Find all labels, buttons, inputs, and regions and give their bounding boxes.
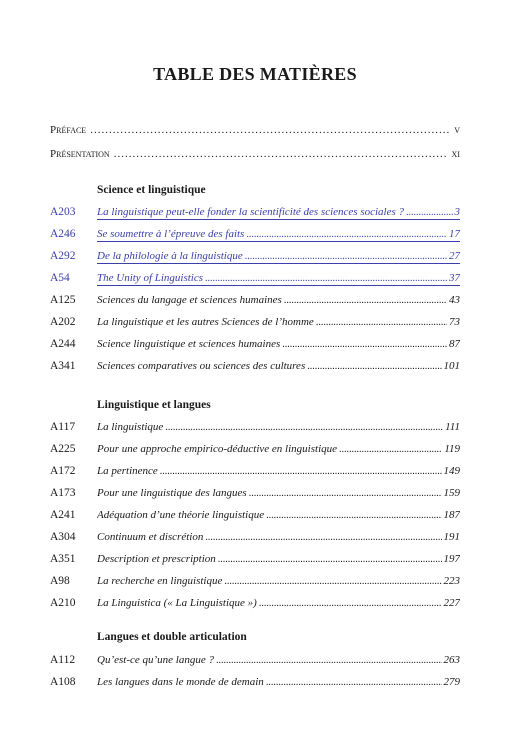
toc-leader-dots bbox=[259, 598, 442, 609]
toc-entry-code: A108 bbox=[50, 676, 76, 688]
toc-entry-code: A341 bbox=[50, 360, 76, 372]
toc-entry-link[interactable] bbox=[97, 250, 460, 264]
toc-page-number: 191 bbox=[443, 531, 460, 543]
toc-entry-code: A54 bbox=[50, 272, 70, 284]
toc-entry-code: A351 bbox=[50, 553, 76, 565]
toc-entry-a304[interactable] bbox=[50, 531, 460, 547]
toc-entry-code: A304 bbox=[50, 531, 76, 543]
toc-entry-a246[interactable] bbox=[50, 228, 460, 244]
toc-entry-code: A202 bbox=[50, 316, 76, 328]
toc-leader-dots bbox=[406, 207, 452, 218]
toc-entry-a341[interactable] bbox=[50, 360, 460, 376]
toc-front-presentation[interactable] bbox=[50, 148, 460, 164]
toc-entry-title: De la philologie à la linguistique bbox=[97, 250, 243, 262]
toc-entry-code: A117 bbox=[50, 421, 76, 433]
toc-leader-dots bbox=[218, 554, 442, 565]
toc-entry-title: La pertinence bbox=[97, 465, 158, 477]
toc-entry-a125[interactable] bbox=[50, 294, 460, 310]
toc-leader-dots bbox=[90, 124, 450, 136]
toc-entry-code: A172 bbox=[50, 465, 76, 477]
toc-entry-code: A292 bbox=[50, 250, 76, 262]
toc-entry-link[interactable] bbox=[97, 272, 460, 286]
toc-entry-title: Science linguistique et sciences humaines bbox=[97, 338, 281, 350]
toc-page-number: 101 bbox=[443, 360, 460, 372]
toc-leader-dots bbox=[282, 339, 447, 350]
section-title-langues-et-double-articulation: Langues et double articulation bbox=[97, 631, 247, 643]
toc-entry-code: A225 bbox=[50, 443, 76, 455]
toc-leader-dots bbox=[114, 148, 448, 160]
toc-entry-title: The Unity of Linguistics bbox=[97, 272, 204, 284]
toc-leader-dots bbox=[245, 251, 447, 262]
toc-entry-title: La linguistique bbox=[97, 421, 164, 433]
page-title: TABLE DES MATIÈRES bbox=[153, 64, 357, 84]
toc-entry-a244[interactable] bbox=[50, 338, 460, 354]
toc-entry-code: A98 bbox=[50, 575, 70, 587]
toc-page-number: 223 bbox=[443, 575, 460, 587]
toc-entry-a241[interactable] bbox=[50, 509, 460, 525]
toc-page-number: 17 bbox=[449, 228, 460, 240]
toc-entry-code: A173 bbox=[50, 487, 76, 499]
toc-page-number: 43 bbox=[449, 294, 460, 306]
toc-leader-dots bbox=[205, 532, 441, 543]
toc-entry-title: Se soumettre à l’épreuve des faits bbox=[97, 228, 245, 240]
toc-entry-a203[interactable] bbox=[50, 206, 460, 222]
toc-leader-dots bbox=[339, 444, 442, 455]
toc-leader-dots bbox=[316, 317, 447, 328]
toc-entry-title: Qu’est-ce qu’une langue ? bbox=[97, 654, 214, 666]
toc-page-number: 3 bbox=[454, 206, 460, 218]
toc-page-number: 27 bbox=[449, 250, 460, 262]
toc-entry-a351[interactable] bbox=[50, 553, 460, 569]
section-title-linguistique-et-langues: Linguistique et langues bbox=[97, 399, 211, 411]
toc-page-number: 187 bbox=[443, 509, 460, 521]
toc-front-label: Préface bbox=[50, 124, 87, 136]
toc-entry-a98[interactable] bbox=[50, 575, 460, 591]
toc-entry-title: Continuum et discrétion bbox=[97, 531, 204, 543]
toc-entry-a173[interactable] bbox=[50, 487, 460, 503]
toc-entry-code: A125 bbox=[50, 294, 76, 306]
toc-entry-title: Les langues dans le monde de demain bbox=[97, 676, 264, 688]
toc-entry-link[interactable] bbox=[97, 206, 460, 220]
toc-page-number: 149 bbox=[443, 465, 460, 477]
toc-entry-title: Pour une approche empirico-déductive en linguistique bbox=[97, 443, 338, 455]
toc-leader-dots bbox=[249, 488, 442, 499]
toc-entry-a108[interactable] bbox=[50, 676, 460, 692]
toc-entry-a54[interactable] bbox=[50, 272, 460, 288]
toc-entry-code: A203 bbox=[50, 206, 76, 218]
toc-leader-dots bbox=[266, 677, 442, 688]
toc-entry-a202[interactable] bbox=[50, 316, 460, 332]
toc-entry-code: A246 bbox=[50, 228, 76, 240]
toc-page-number: 119 bbox=[444, 443, 460, 455]
toc-leader-dots bbox=[266, 510, 441, 521]
toc-entry-link[interactable] bbox=[97, 228, 460, 242]
toc-entry-title: La recherche en linguistique bbox=[97, 575, 223, 587]
toc-leader-dots bbox=[165, 422, 443, 433]
toc-entry-title: La linguistique et les autres Sciences de l’homme bbox=[97, 316, 314, 328]
toc-entry-title: Adéquation d’une théorie linguistique bbox=[97, 509, 265, 521]
toc-leader-dots bbox=[307, 361, 441, 372]
toc-leader-dots bbox=[160, 466, 442, 477]
toc-entry-a112[interactable] bbox=[50, 654, 460, 670]
toc-page-number: xi bbox=[451, 148, 460, 160]
toc-page-number: 159 bbox=[443, 487, 460, 499]
toc-leader-dots bbox=[284, 295, 447, 306]
toc-leader-dots bbox=[205, 273, 447, 284]
toc-page-number: 227 bbox=[443, 597, 460, 609]
toc-front-label: Présentation bbox=[50, 148, 110, 160]
toc-leader-dots bbox=[224, 576, 441, 587]
toc-entry-title: Sciences comparatives ou sciences des cultures bbox=[97, 360, 306, 372]
toc-page-number: 111 bbox=[445, 421, 460, 433]
toc-entry-title: La Linguistica (« La Linguistique ») bbox=[97, 597, 257, 609]
toc-entry-a210[interactable] bbox=[50, 597, 460, 613]
toc-page-number: 37 bbox=[449, 272, 460, 284]
toc-entry-code: A210 bbox=[50, 597, 76, 609]
toc-entry-a117[interactable] bbox=[50, 421, 460, 437]
toc-entry-title: Description et prescription bbox=[97, 553, 216, 565]
toc-entry-code: A112 bbox=[50, 654, 76, 666]
toc-leader-dots bbox=[216, 655, 442, 666]
toc-page-number: 197 bbox=[443, 553, 460, 565]
section-title-science-et-linguistique: Science et linguistique bbox=[97, 184, 206, 196]
toc-entry-a172[interactable] bbox=[50, 465, 460, 481]
toc-page-number: 279 bbox=[443, 676, 460, 688]
toc-entry-title: Sciences du langage et sciences humaines bbox=[97, 294, 282, 306]
toc-leader-dots bbox=[246, 229, 447, 240]
toc-entry-title: La linguistique peut-elle fonder la scientificité des sciences sociales ? bbox=[97, 206, 405, 218]
toc-entry-title: Pour une linguistique des langues bbox=[97, 487, 247, 499]
toc-page-number: 87 bbox=[449, 338, 460, 350]
toc-page-number: 73 bbox=[449, 316, 460, 328]
toc-entry-code: A241 bbox=[50, 509, 76, 521]
toc-entry-code: A244 bbox=[50, 338, 76, 350]
toc-entry-a225[interactable] bbox=[50, 443, 460, 459]
toc-page-number: 263 bbox=[443, 654, 460, 666]
toc-entry-a292[interactable] bbox=[50, 250, 460, 266]
toc-front-preface[interactable] bbox=[50, 124, 460, 140]
toc-page-number: v bbox=[454, 124, 460, 136]
